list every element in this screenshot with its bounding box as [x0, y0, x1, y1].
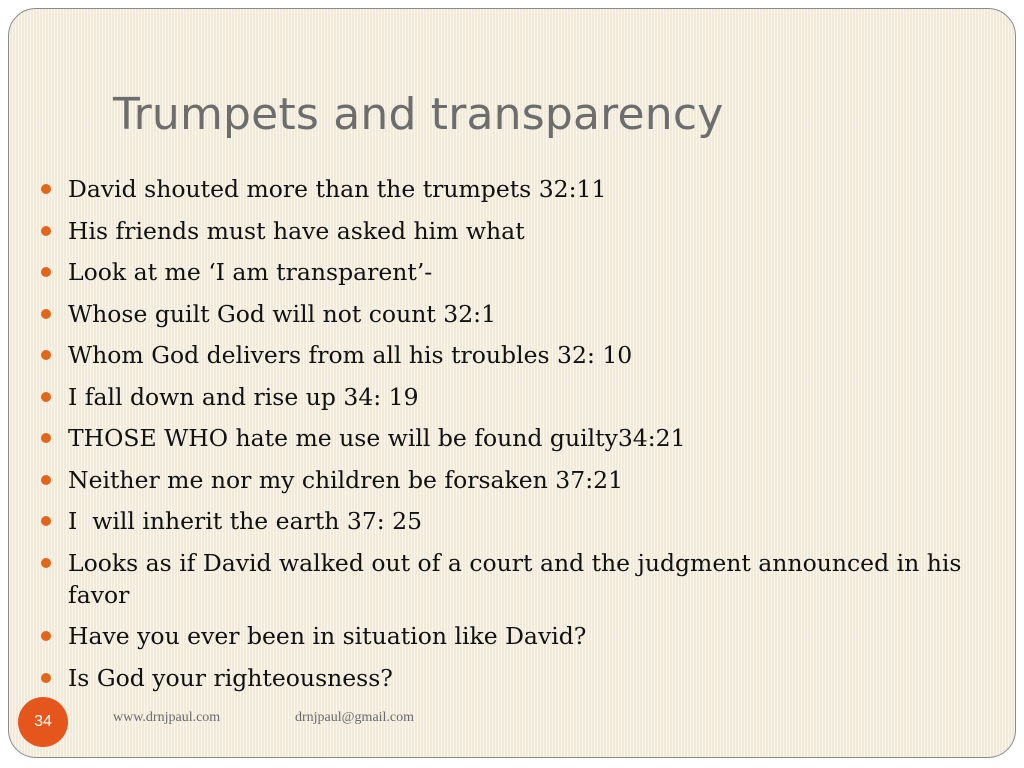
bullet-dot-icon	[41, 350, 51, 360]
footer-email[interactable]: drnjpaul@gmail.com	[295, 710, 415, 725]
bullet-item	[39, 620, 999, 652]
bullet-dot-icon	[41, 309, 51, 319]
bullet-text: I will inherit the earth 37: 25	[68, 507, 423, 535]
page-number-badge: 34	[18, 697, 68, 747]
bullet-item	[39, 381, 999, 413]
bullet-text: Look at me ‘I am transparent’-	[68, 258, 433, 286]
bullet-item	[39, 547, 999, 611]
bullet-text: Looks as if David walked out of a court and the judgment announced in his favor	[68, 548, 962, 609]
bullet-item	[39, 215, 999, 247]
bullet-item	[39, 256, 999, 288]
bullet-dot-icon	[41, 673, 51, 683]
bullet-text: David shouted more than the trumpets 32:11	[68, 175, 607, 203]
bullet-text: THOSE WHO hate me use will be found guilty34:21	[68, 424, 686, 452]
footer-website[interactable]: www.drnjpaul.com	[113, 710, 221, 725]
bullet-dot-icon	[41, 226, 51, 236]
bullet-item	[39, 298, 999, 330]
bullet-dot-icon	[41, 392, 51, 402]
slide-title: Trumpets and transparency	[113, 89, 724, 140]
bullet-text: Whom God delivers from all his troubles 32: 10	[68, 341, 633, 369]
bullet-item	[39, 422, 999, 454]
bullet-text: Whose guilt God will not count 32:1	[68, 299, 497, 328]
bullet-dot-icon	[41, 184, 51, 194]
bullet-dot-icon	[41, 267, 51, 277]
bullet-dot-icon	[41, 631, 51, 641]
bullet-dot-icon	[41, 516, 51, 526]
bullet-text: His friends must have asked him what	[68, 216, 525, 245]
bullet-item	[39, 173, 999, 205]
bullet-item	[39, 339, 999, 371]
bullet-item	[39, 662, 999, 694]
bullet-dot-icon	[41, 558, 51, 568]
bullet-dot-icon	[41, 433, 51, 443]
bullet-item	[39, 464, 999, 496]
bullet-text: Neither me nor my children be forsaken 37:21	[68, 465, 624, 494]
bullet-text: I fall down and rise up 34: 19	[68, 382, 419, 411]
bullet-dot-icon	[41, 475, 51, 485]
bullet-item	[39, 505, 999, 537]
bullet-text: Have you ever been in situation like David?	[68, 622, 587, 650]
bullet-text: Is God your righteousness?	[68, 663, 393, 692]
bullet-list	[39, 173, 999, 703]
slide	[8, 8, 1016, 758]
